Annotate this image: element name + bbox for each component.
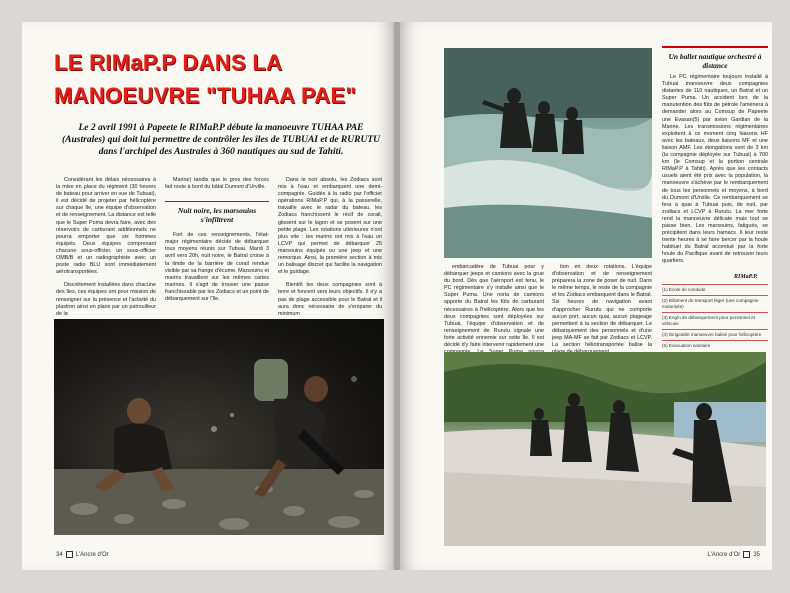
sidebar-text: Le PC régimentaire toujours installé à Tubuai manoeuvre deux compagnies distantes de 110 nautiques, un Batral et un Super Puma. Un accident lors de la manutention des fûts de pétrole l'amènera à demander alors au Comsup de Papeete une Evasan(5) par avion Gardian de la Marine. Les transmissions régimentaires exploitent à ce moment cinq liaisons HF avec les bateaux, deux liaisons MF et une liaison AMF. Les élongations vont de 3 km (la compagnie déployée sur Tubuai) à 700 km (le Comsup et la portion centrale RIMaP.P à Tahiti). Après que les contacts usuels aient été pris avec la population, la manoeuvre s'achève par le rembarquement de tous les personnels et moyens, à bord du Dumont d'Urville. Ce rembarquement se fera à quai à Tubuai puis, de nuit, par zodiacs et LCVP à Rurutu. La mer forte rend la manoeuvre délicate mais tout se passe bien. Les marsouins, fatigués, se précipitent dans leurs hamacs. Il leur reste trente heures à se faire bercer par la houle habituel du Batral accentué par la forte houle du Pacifique avant de retrouver leurs quartiers. [662,74,768,265]
beach-landing-photo [444,352,766,546]
right-column-a-text: embarcadère de Tubuai pour y débarquer jeeps et camions avec la grue du bord. Dès que l'aéroport est tenu, le PC régimentaire s'y installe ainsi que le Super Puma. Une noria de camions apporte du Batral les fûts de carburant nécessaires à l'hélicoptère. Alors que les deux compagnies sont déployées sur Tubuai, l'équipe d'observation et de renseignement de Rurutu signale une forte activité ennemie sur cette île. Il est décidé d'y faire intervenir rapidement une [444,264,544,349]
headline-line-2: MANOEUVRE "TUHAA PAE" [54,83,357,108]
footnote-4: (4) Dirigeable manoeuvre balisé pour hélicoptère [662,329,768,340]
right-column-b [552,264,652,362]
night-infiltration-illustration [54,319,384,535]
right-folio [707,551,760,558]
magazine-spread [22,22,780,570]
folio-square-icon [66,551,73,558]
column-1-paragraph-1: Considérant les délais nécessaires à la mise en place du régiment (30 heures de bateau pour arriver en vue de Tubuai), il est décidé de projeter par hélicoptère sur chaque île, une équipe d'observation et de renseignement. La distance est telle que le Super Puma devra faire, avec des réservoirs de carburant additionnels ne pourra emporter que six hommes équipés. Deux équipes comprenant chacune sous-officier, un sous-officier OMB/B et un radiographiste avec un poste radio BLU sont immédiatement aérotransportées. [56,177,156,276]
page-number-left: 34 [56,552,63,558]
landing-surf-photo [444,48,652,258]
column-1 [56,177,156,324]
magazine-title-right: L'Ancre d'Or [707,552,741,558]
footnote-legend [662,284,768,351]
page-number-right: 35 [753,552,760,558]
night-infiltration-photo [54,319,384,535]
left-folio [56,551,109,558]
column-3 [278,177,382,324]
right-column-b-text: tion en deux rotations. L'équipe d'observation et de renseignement préparera la zone de poser de nuit. Dans le même temps, le reste de la compagnie et les Zodiacs embarquent dans le Batral. Six heures de navigation avant d'approcher Rurutu qui ne comporte aucun port, aucun quai, aucun plageage permettent à la section de débarquer. Le débarquement des personnels et d'une jeep MA-MF se fait par Zodiacs et LCVP. La section héliotransportée balise la [552,264,652,349]
column-3-paragraph-2: Bientôt les deux compagnies sont à terre et foncent vers leurs objectifs. Il n'y a pas de plage accessible pour le Batral et il aura donc nécessaire de s'emparer du minimum [278,282,382,317]
footnote-1: (1) Ecole de conduite [662,284,768,295]
section-subhead: Nuit noire, les marsouins s'infiltrent [165,201,269,224]
column-2-paragraph-2: Fort de ces renseignements, l'état-major régimentaire décide de débarquer tous moyens réunis sur Tubuai. Mardi 3 avril vers 20h, nuit noire, le Batral croise à la limite de la barrière de corail rendue visible par sa frange d'écume. Marsouins et marins travaillent sur les mêmes cartes marines. Il s'agit de trouver une passe franchissable par les Zodiacs et un point de débarquement sur l'île. [165,232,269,303]
column-1-paragraph-2: Discrètement installées dans chacune des îles, ces équipes ont pour mission de renseigner sur la présence et l'activité du plastron ainsi en place par un patrouilleur de la [56,282,156,317]
column-2-paragraph-1: Marine) tandis que le gros des forces fait route à bord du bâtal Dumont d'Urville. [165,177,269,191]
footnote-3: (3) Engin de débarquement pour personnel et véhicule [662,312,768,329]
sidebar-text-column [662,74,768,272]
left-page [22,22,394,570]
column-3-paragraph-1: Dans le noir absolu, les Zodiacs sont mis à l'eau et embarquent une demi-compagnie. Guidés à la radio par l'officier opérations RIMaP.P qui, à la passerelle, travaille avec le radar du bateau, les Zodiacs franchissent le récif de corail, glissent sur le lagon et se posent sur une petite plage. Les rotations ultérieures n'ont plus vite : les marins ont mis à l'eau un LCVP qui permet de débarquer 25 marsouins équipés ou une jeep et une remorque. Ainsi, la première section à mis un balisage discret qui facilite la navigation et le guidage. [278,177,382,276]
sidebar-box [662,46,768,70]
landing-surf-illustration [444,48,652,258]
article-headline [54,46,384,112]
sidebar-title: Un ballet nautique orchestré à distance [668,52,762,70]
magazine-title-left: L'Ancre d'Or [75,552,109,558]
article-lead: Le 2 avril 1991 à Papeete le RIMaP.P débute la manoeuvre TUHAA PAE (Australes) qui doit lui permettre de contrôler les îles de TUBUAI et de RURUTU dans l'archipel des Australes à 360 nautiques au sud de Tahiti. [62,123,380,157]
beach-landing-illustration [444,352,766,546]
right-page [400,22,772,570]
headline-line-1: LE RIMaP.P DANS LA [54,50,283,75]
footnote-5: (5) Evacuation sanitaire [662,340,768,351]
folio-square-icon [743,551,750,558]
article-signature: RIMaP.P. [734,274,758,280]
column-2 [165,177,269,309]
footnote-2: (2) Bâtiment de transport léger (une compagnie motorisée) [662,295,768,312]
